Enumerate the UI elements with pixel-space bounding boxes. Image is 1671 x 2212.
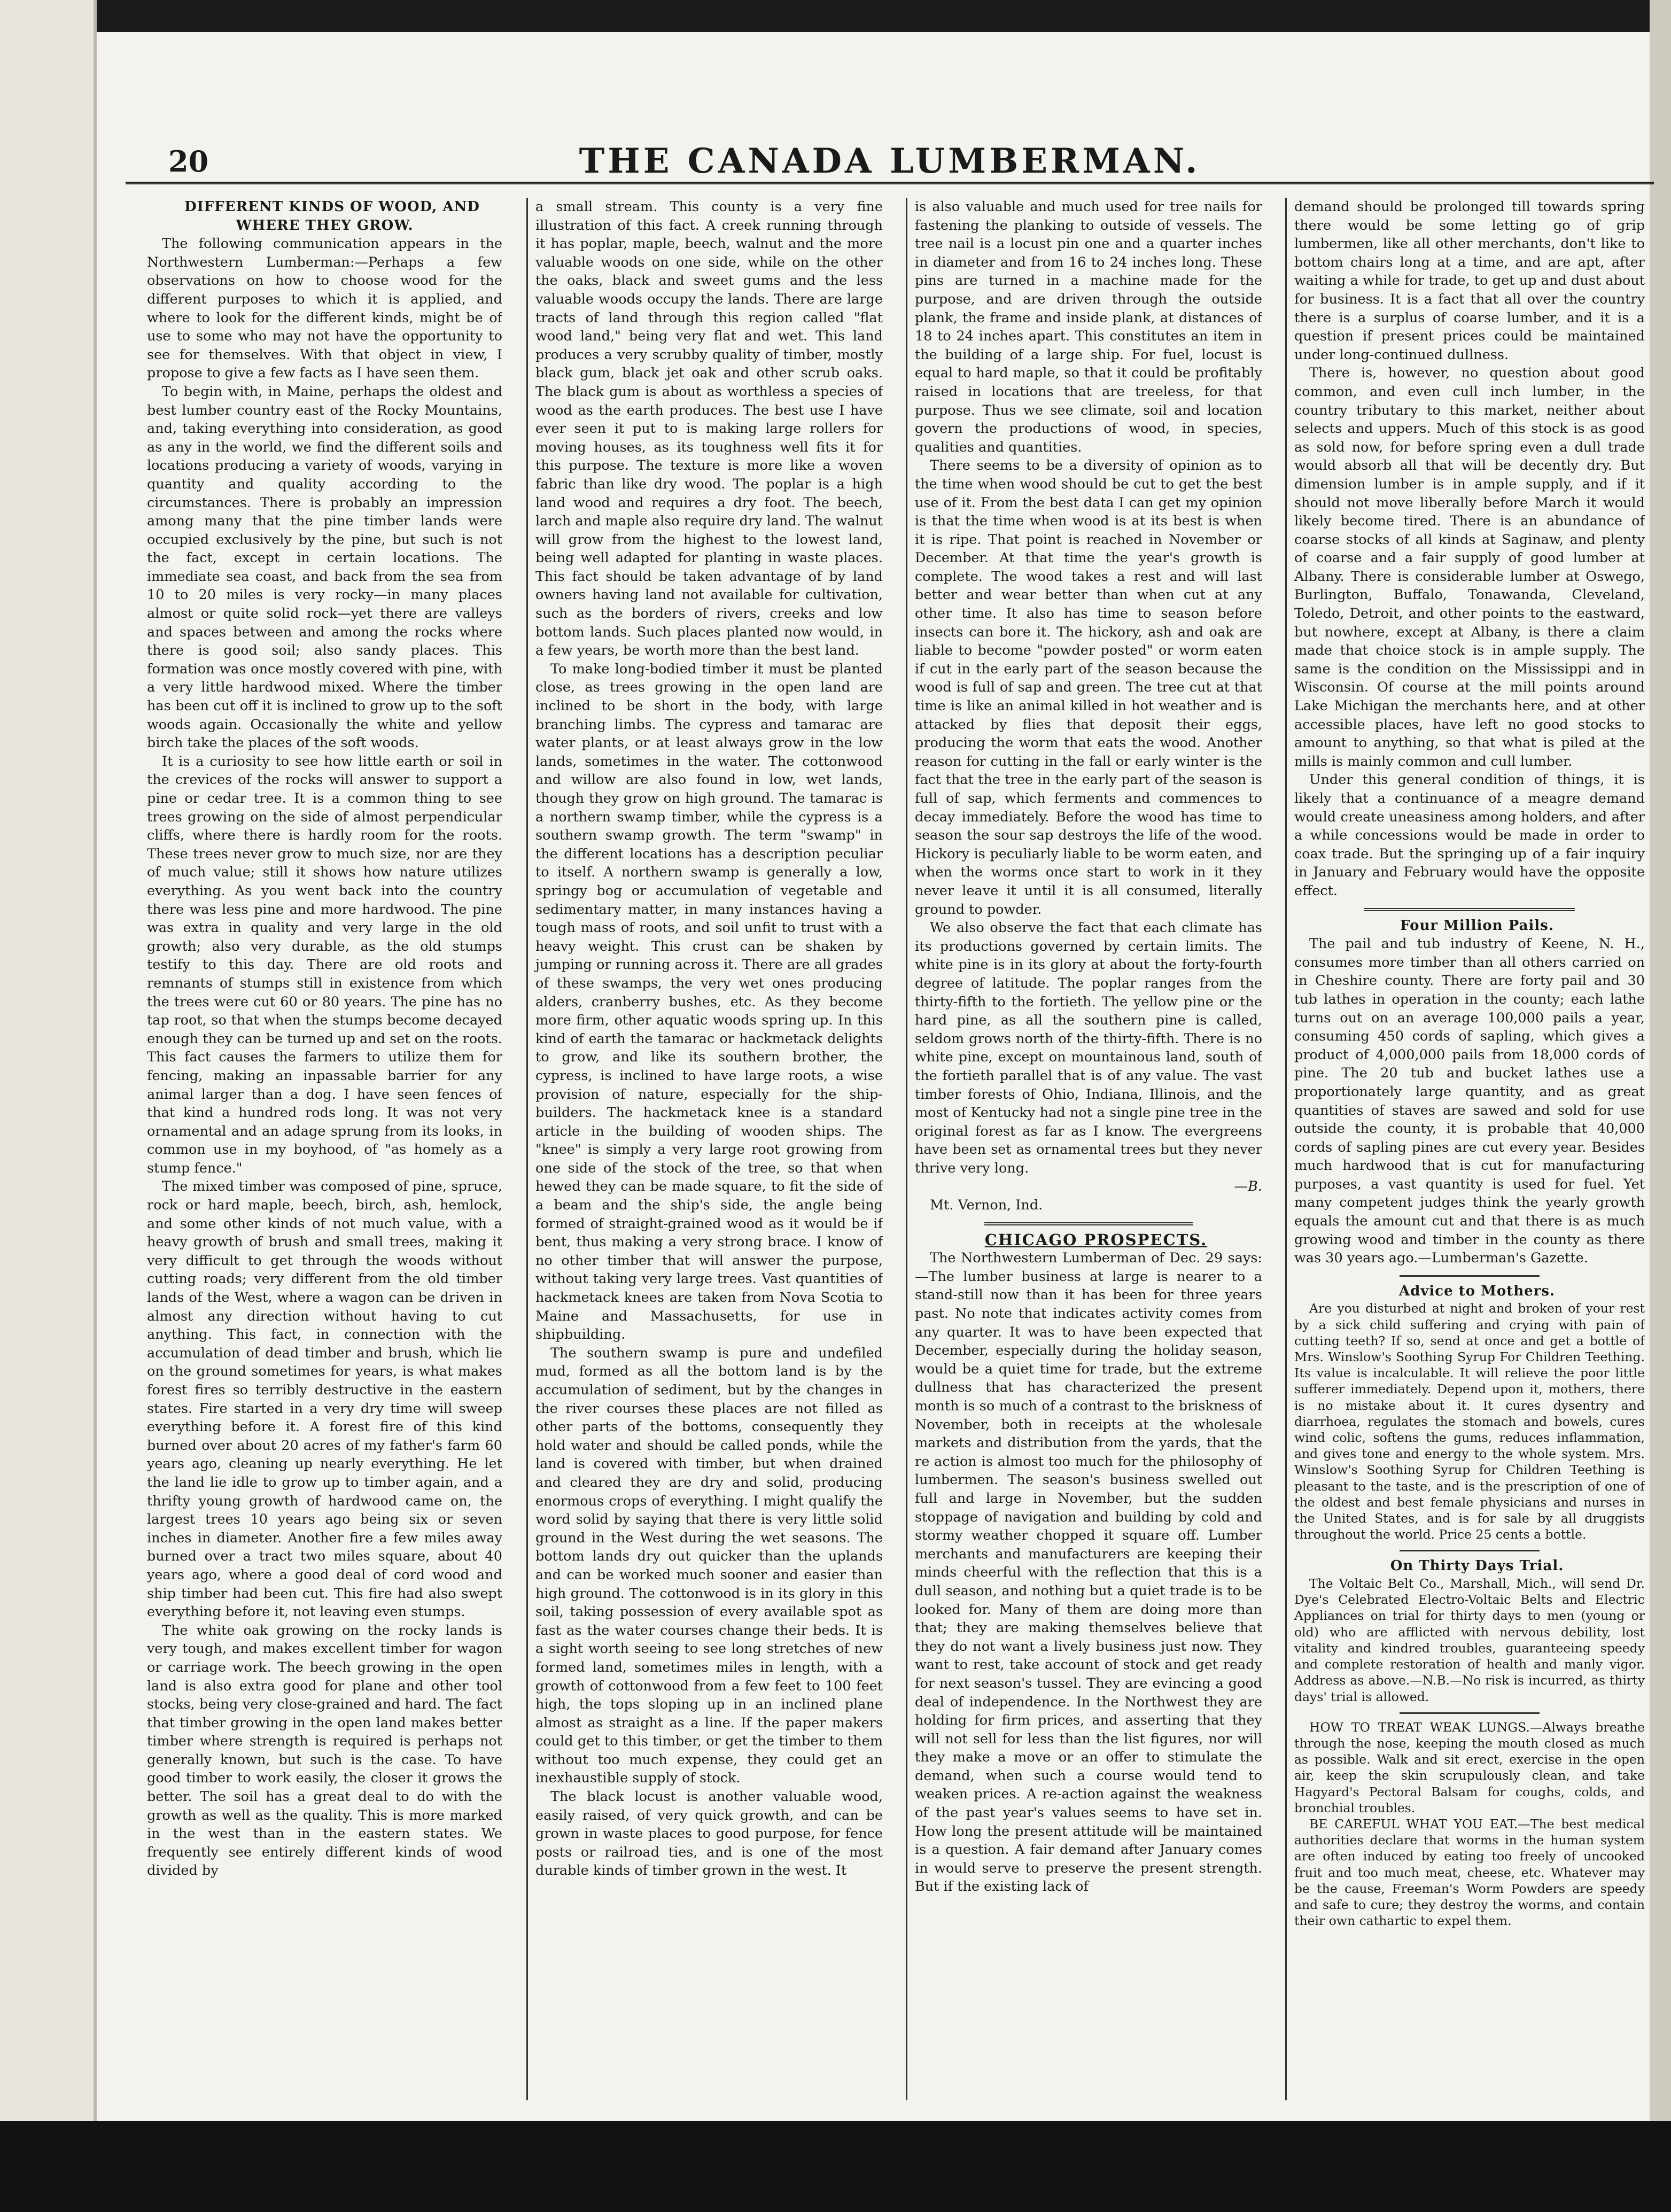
paragraph: a small stream. This county is a very fine illustration of this fact. A creek running through it has poplar, maple, beech, walnut and the more valuable woods on one side, while on the other the oaks, black and sweet gums and the less valuable woods occupy the lands. There are large tracts of land through this region called "flat wood land," being very flat and wet. This land produces a very scrubby quality of timber, mostly black gum, black jet oak and other scrub oaks. The black gum is about as worthless a species of wood as the earth produces. The best use I have ever seen it put to is making large rollers for moving houses, as its toughness well fits it for this purpose. The texture is more like a woven fabric than like dry wood. The poplar is a high land wood and requires a dry foot. The beech, larch and maple also require dry land. The walnut will grow from the highest to the lowest land, being well adapted for planting in waste places. This fact should be taken advantage of by land owners having land not available for cultivation, such as the borders of rivers, creeks and low bottom lands. Such places planted now would, in a few years, be worth more than the best land. <box>535 199 883 659</box>
column-3 <box>906 198 1262 2100</box>
article-heading: On Thirty Days Trial. <box>1390 1558 1564 1574</box>
scan-border-top <box>0 0 1671 32</box>
column-2 <box>526 198 883 2100</box>
paragraph: It is a curiosity to see how little earth or soil in the crevices of the rocks will answer to support a pine or cedar tree. It is a common thing to see trees growing on the side of almost perpendicular cliffs, where there is hardly room for the roots. These trees never grow to much size, nor are they of much value; still it shows how nature utilizes everything. As you went back into the country there was less pine and more hardwood. The pine was extra in quality and very large in the old growth; also very durable, as the old stumps testify to this day. There are old roots and remnants of stumps still in existence from which the trees were cut 60 or 80 years. The pine has no tap root, so that when the stumps become decayed enough they can be turned up and set on the roots. This fact causes the farmers to utilize them for fencing, making an inpassable barrier for any animal larger than a dog. I have seen fences of that kind a hundred rods long. It was not very ornamental and an adage sprung from its looks, in common use in my boyhood, of "as homely as a stump fence." <box>147 753 502 1176</box>
masthead-title: THE CANADA LUMBERMAN. <box>579 141 1201 181</box>
paragraph: Are you disturbed at night and broken of your rest by a sick child suffering and crying with pain of cutting teeth? If so, send at once and get a bottle of Mrs. Winslow's Soothing Syrup For Children Teething. Its value is incalculable. It will relieve the poor little sufferer immediately. Depend upon it, mothers, there is no mistake about it. It cures dysentry and diarrhoea, regulates the stomach and bowels, cures wind colic, softens the gums, reduces inflammation, and gives tone and energy to the whole system. Mrs. Winslow's Soothing Syrup for Children Teething is pleasant to the taste, and is the prescription of one of the oldest and best female physicians and nurses in the United States, and is for sale by all druggists throughout the world. Price 25 cents a bottle. <box>1294 1301 1645 1542</box>
paragraph: demand should be prolonged till towards spring there would be some letting go of grip lumbermen, like all other merchants, don't like to bottom chairs long at a time, and are apt, after waiting a while for trade, to get up and dust about for business. It is a fact that all over the country there is a surplus of coarse lumber, and it is a question if present prices could be maintained under long-continued dullness. <box>1294 199 1645 363</box>
paragraph: The mixed timber was composed of pine, spruce, rock or hard maple, beech, birch, ash, hemlock, and some other kinds of not much value, with a heavy growth of brush and small trees, making it very difficult to get through the woods without cutting roads; very different from the old timber lands of the West, where a wagon can be driven in almost any direction without having to cut anything. This fact, in connection with the accumulation of dead timber and brush, which lie on the ground sometimes for years, is what makes forest fires so terribly destructive in the eastern states. Fire started in a very dry time will sweep everything before it. A forest fire of this kind burned over about 20 acres of my father's farm 60 years ago, cleaning up nearly everything. He let the land lie idle to grow up to timber again, and a thrifty young growth of hardwood came on, the largest trees 10 years ago being six or seven inches in diameter. Another fire a few miles away burned over a tract two miles square, about 40 years ago, where a good deal of cord wood and ship timber had been cut. This fire had also swept everything before it, not leaving even stumps. <box>147 1178 502 1620</box>
paragraph: There is, however, no question about good common, and even cull inch lumber, in the country tributary to this market, neither about selects and uppers. Much of this stock is as good as sold now, for before spring even a dull trade would absorb all that will be decently dry. But dimension lumber is in ample supply, and if it should not move liberally before March it would likely become tired. There is an abundance of coarse stocks of all kinds at Saginaw, and plenty of coarse and a fair supply of good lumber at Albany. There is considerable lumber at Oswego, Burlington, Buffalo, Tonawanda, Cleveland, Toledo, Detroit, and other points to the eastward, but nowhere, except at Albany, is there a claim made that choice stock is in ample supply. The same is the condition on the Mississippi and in Wisconsin. Of course at the mill points around Lake Michigan the merchants here, and at other accessible places, have left no good stocks to amount to anything, so that what is piled at the mills is mainly common and cull lumber. <box>1294 365 1645 770</box>
article-heading: DIFFERENT KINDS OF WOOD, AND WHERE THEY GROW. <box>184 199 480 234</box>
newspaper-page <box>126 134 1654 2116</box>
paragraph: The southern swamp is pure and undefiled mud, formed as all the bottom land is by the accumulation of sediment, but by the changes in the river courses these places are not filled as other parts of the bottoms, consequently they hold water and should be called ponds, while the land is covered with timber, but when drained and cleared they are dry and solid, producing enormous crops of everything. I might qualify the word solid by saying that there is very little solid ground in the West during the wet seasons. The bottom lands dry out quicker than the uplands and can be worked much sooner and easier than high ground. The cottonwood is in its glory in this soil, taking possession of every available spot as fast as the water courses change their beds. It is a sight worth seeing to see long stretches of new formed land, sometimes miles in length, with a growth of cottonwood from a few feet to 100 feet high, the tops sloping up in an inclined plane almost as straight as a line. If the paper makers could get to this timber, or get the timber to them without too much expense, they could get an inexhaustible supply of stock. <box>535 1345 883 1787</box>
section-divider <box>1400 1550 1540 1551</box>
section-divider <box>1364 908 1575 911</box>
section-divider <box>1400 1275 1540 1277</box>
page-number: 20 <box>168 144 209 178</box>
section-divider <box>984 1222 1193 1225</box>
paragraph: Under this general condition of things, it is likely that a continuance of a meagre demand would create uneasiness among holders, and after a while concessions would be made in order to coax trade. But the springing up of a fair inquiry in January and February would have the opposite effect. <box>1294 772 1645 899</box>
article-signature: —B. <box>1234 1178 1262 1195</box>
paragraph: The pail and tub industry of Keene, N. H., consumes more timber than all others carried on in Cheshire county. There are forty pail and 30 tub lathes in operation in the county; each lathe turns out on an average 100,000 pails a year, consuming 450 cords of sapling, which gives a product of 4,000,000 pails from 18,000 cords of pine. The 20 tub and bucket lathes use a proportionately large quantity, and as great quantities of staves are sawed and sold for use outside the county, it is probable that 40,000 cords of sapling pines are cut every year. Besides much hardwood that is cut for manufacturing purposes, a vast quantity is used for fuel. Yet many competent judges think the yearly growth equals the amount cut and that there is as much growing wood and timber in the county as there was 30 years ago.—Lumberman's Gazette. <box>1294 936 1645 1267</box>
paragraph: HOW TO TREAT WEAK LUNGS.—Always breathe through the nose, keeping the mouth closed as much as possible. Walk and sit erect, exercise in the open air, keep the skin scrupulously clean, and take Hagyard's Pectoral Balsam for coughs, colds, and bronchial troubles. <box>1294 1719 1645 1815</box>
article-heading: Four Million Pails. <box>1400 917 1554 934</box>
paragraph: There seems to be a diversity of opinion as to the time when wood should be cut to get the best use of it. From the best data I can get my opinion is that the time when wood is at its best is when it is ripe. That point is reached in November or December. At that time the year's growth is complete. The wood takes a rest and will last better and wear better than when cut at any other time. It also has time to season before insects can bore it. The hickory, ash and oak are liable to become "powder posted" or worm eaten if cut in the early part of the season because the wood is full of sap and green. The tree cut at that time is like an animal killed in hot weather and is attacked by flies that deposit their eggs, producing the worm that eats the wood. Another reason for cutting in the fall or early winter is the fact that the tree in the early part of the season is full of sap, which ferments and commences to decay immediately. Before the wood has time to season the sour sap destroys the life of the wood. Hickory is peculiarly liable to be worm eaten, and when the worms once start to work in it they never leave it until it is all consumed, literally ground to powder. <box>915 457 1262 918</box>
scan-border-left <box>0 0 97 2212</box>
article-location: Mt. Vernon, Ind. <box>930 1197 1043 1214</box>
article-heading: Advice to Mothers. <box>1398 1283 1556 1299</box>
paragraph: The white oak growing on the rocky lands is very tough, and makes excellent timber for wagon or carriage work. The beech growing in the open land is also extra good for plane and other tool stocks, being very close-grained and hard. The fact that timber growing in the open land makes better timber where strength is required is perhaps not generally known, but such is the case. To have good timber to work easily, the closer it grows the better. The soil has a great deal to do with the growth as well as the quality. This is more marked in the west than in the eastern states. We frequently see entirely different kinds of wood divided by <box>147 1622 502 1879</box>
paragraph: To begin with, in Maine, perhaps the oldest and best lumber country east of the Rocky Mountains, and, taking everything into consideration, as good as any in the world, we find the different soils and locations producing a variety of woods, varying in quantity and quality according to the circumstances. There is probably an impression among many that the pine timber lands were occupied exclusively by the pine, but such is not the fact, except in certain locations. The immediate sea coast, and back from the sea from 10 to 20 miles is very rocky—in many places almost or quite solid rock—yet there are valleys and spaces between and among the rocks where there is good soil; also sandy places. This formation was once mostly covered with pine, with a very little hardwood mixed. Where the timber has been cut off it is inclined to grow up to the soft woods again. Occasionally the white and yellow birch take the places of the soft woods. <box>147 383 502 751</box>
paragraph: is also valuable and much used for tree nails for fastening the planking to outside of vessels. The tree nail is a locust pin one and a quarter inches in diameter and from 16 to 24 inches long. These pins are turned in a machine made for the purpose, and are driven through the outside plank, the frame and inside plank, at distances of 18 to 24 inches apart. This constitutes an item in the building of a large ship. For fuel, locust is equal to hard maple, so that it could be profitably raised in locations that are treeless, for that purpose. Thus we see climate, soil and location govern the productions of wood, in species, qualities and quantities. <box>915 199 1262 455</box>
section-divider <box>1400 1712 1540 1714</box>
paragraph: The following communication appears in the Northwestern Lumberman:—Perhaps a few observations on how to choose wood for the different purposes to which it is applied, and where to look for the different kinds, might be of use to some who may not have the opportunity to see for themselves. With that object in view, I propose to give a few facts as I have seen them. <box>147 236 502 382</box>
paragraph: The Northwestern Lumberman of Dec. 29 says:—The lumber business at large is nearer to a stand-still now than it has been for three years past. No note that indicates activity comes from any quarter. It was to have been expected that December, especially during the holiday season, would be a quiet time for trade, but the extreme dullness that has characterized the present month is so much of a contrast to the briskness of November, both in receipts at the wholesale markets and distribution from the yards, that the re action is almost too much for the philosophy of lumbermen. The season's business swelled out full and large in November, but the sudden stoppage of navigation and building by cold and stormy weather chopped it square off. Lumber merchants and manufacturers are keeping their minds cheerful with the reflection that this is a dull season, and nothing but a quiet trade is to be looked for. Many of them are doing more than that; they are making themselves believe that they do not want a lively business just now. They want to rest, take account of stock and get ready for next season's tussel. They are evincing a good deal of independence. In the Northwest they are holding for firm prices, and asserting that they will not sell for less than the list figures, nor will they make a move or an offer to stimulate the demand, when such a course would tend to weaken prices. A re-action against the weakness of the past year's values seems to have set in. How long the present attitude will be maintained is a question. A fair demand after January comes in would serve to preserve the present strength. But if the existing lack of <box>915 1250 1262 1895</box>
page-header <box>126 134 1654 184</box>
scan-border-bottom <box>0 2121 1671 2212</box>
paragraph: We also observe the fact that each climate has its productions governed by certain limits. The white pine is in its glory at about the forty-fourth degree of latitude. The poplar ranges from the thirty-fifth to the fortieth. The yellow pine or the hard pine, as all the southern pine is called, seldom grows north of the thirty-fifth. There is no white pine, except on mountainous land, south of the fortieth parallel that is of any value. The vast timber forests of Ohio, Indiana, Illinois, and the most of Kentucky had not a single pine tree in the original forest as far as I know. The evergreens have been set as ornamental trees but they never thrive very long. <box>915 920 1262 1176</box>
paragraph: The Voltaic Belt Co., Marshall, Mich., will send Dr. Dye's Celebrated Electro-Voltaic Belts and Electric Appliances on trial for thirty days to men (young or old) who are afflicted with nervous debility, lost vitality and kindred troubles, guaranteeing speedy and complete restoration of health and manly vigor. Address as above.—N.B.—No risk is incurred, as thirty days' trial is allowed. <box>1294 1576 1645 1704</box>
article-heading: CHICAGO PROSPECTS. <box>984 1230 1208 1249</box>
paragraph: BE CAREFUL WHAT YOU EAT.—The best medical authorities declare that worms in the human system are often induced by eating too freely of uncooked fruit and too much meat, cheese, etc. Whatever may be the cause, Freeman's Worm Powders are speedy and safe to cure; they destroy the worms, and contain their own cathartic to expel them. <box>1294 1816 1645 1929</box>
article-columns <box>147 198 1643 2100</box>
paragraph: To make long-bodied timber it must be planted close, as trees growing in the open land are inclined to be short in the body, with large branching limbs. The cypress and tamarac are water plants, or at least always grow in the low lands, sometimes in the water. The cottonwood and willow are also found in low, wet lands, though they grow on high ground. The tamarac is a northern swamp timber, while the cypress is a southern swamp growth. The term "swamp" in the different locations has a description peculiar to itself. A northern swamp is generally a low, springy bog or accumulation of vegetable and sedimentary matter, in many instances having a tough mass of roots, and soil unfit to trust with a heavy weight. This crust can be shaken by jumping or running across it. There are all grades of these swamps, the very wet ones producing alders, cranberry bushes, etc. As they become more firm, other aquatic woods spring up. In this kind of earth the tamarac or hackmetack delights to grow, and like its southern brother, the cypress, is inclined to have large roots, a wise provision of nature, especially for the ship-builders. The hackmetack knee is a standard article in the building of wooden ships. The "knee" is simply a very large root growing from one side of the stock of the tree, so that when hewed they can be made square, to fit the side of a beam and the ship's side, the angle being formed of straight-grained wood as it would be if bent, thus making a very strong brace. I know of no other timber that will answer the purpose, without taking very large trees. Vast quantities of hackmetack knees are taken from Nova Scotia to Maine and Massachusetts, for use in shipbuilding. <box>535 661 883 1343</box>
column-1 <box>147 198 502 2100</box>
column-4 <box>1285 198 1645 2100</box>
paragraph: The black locust is another valuable wood, easily raised, of very quick growth, and can be grown in waste places to good purpose, for fence posts or railroad ties, and is one of the most durable kinds of timber grown in the west. It <box>535 1789 883 1879</box>
